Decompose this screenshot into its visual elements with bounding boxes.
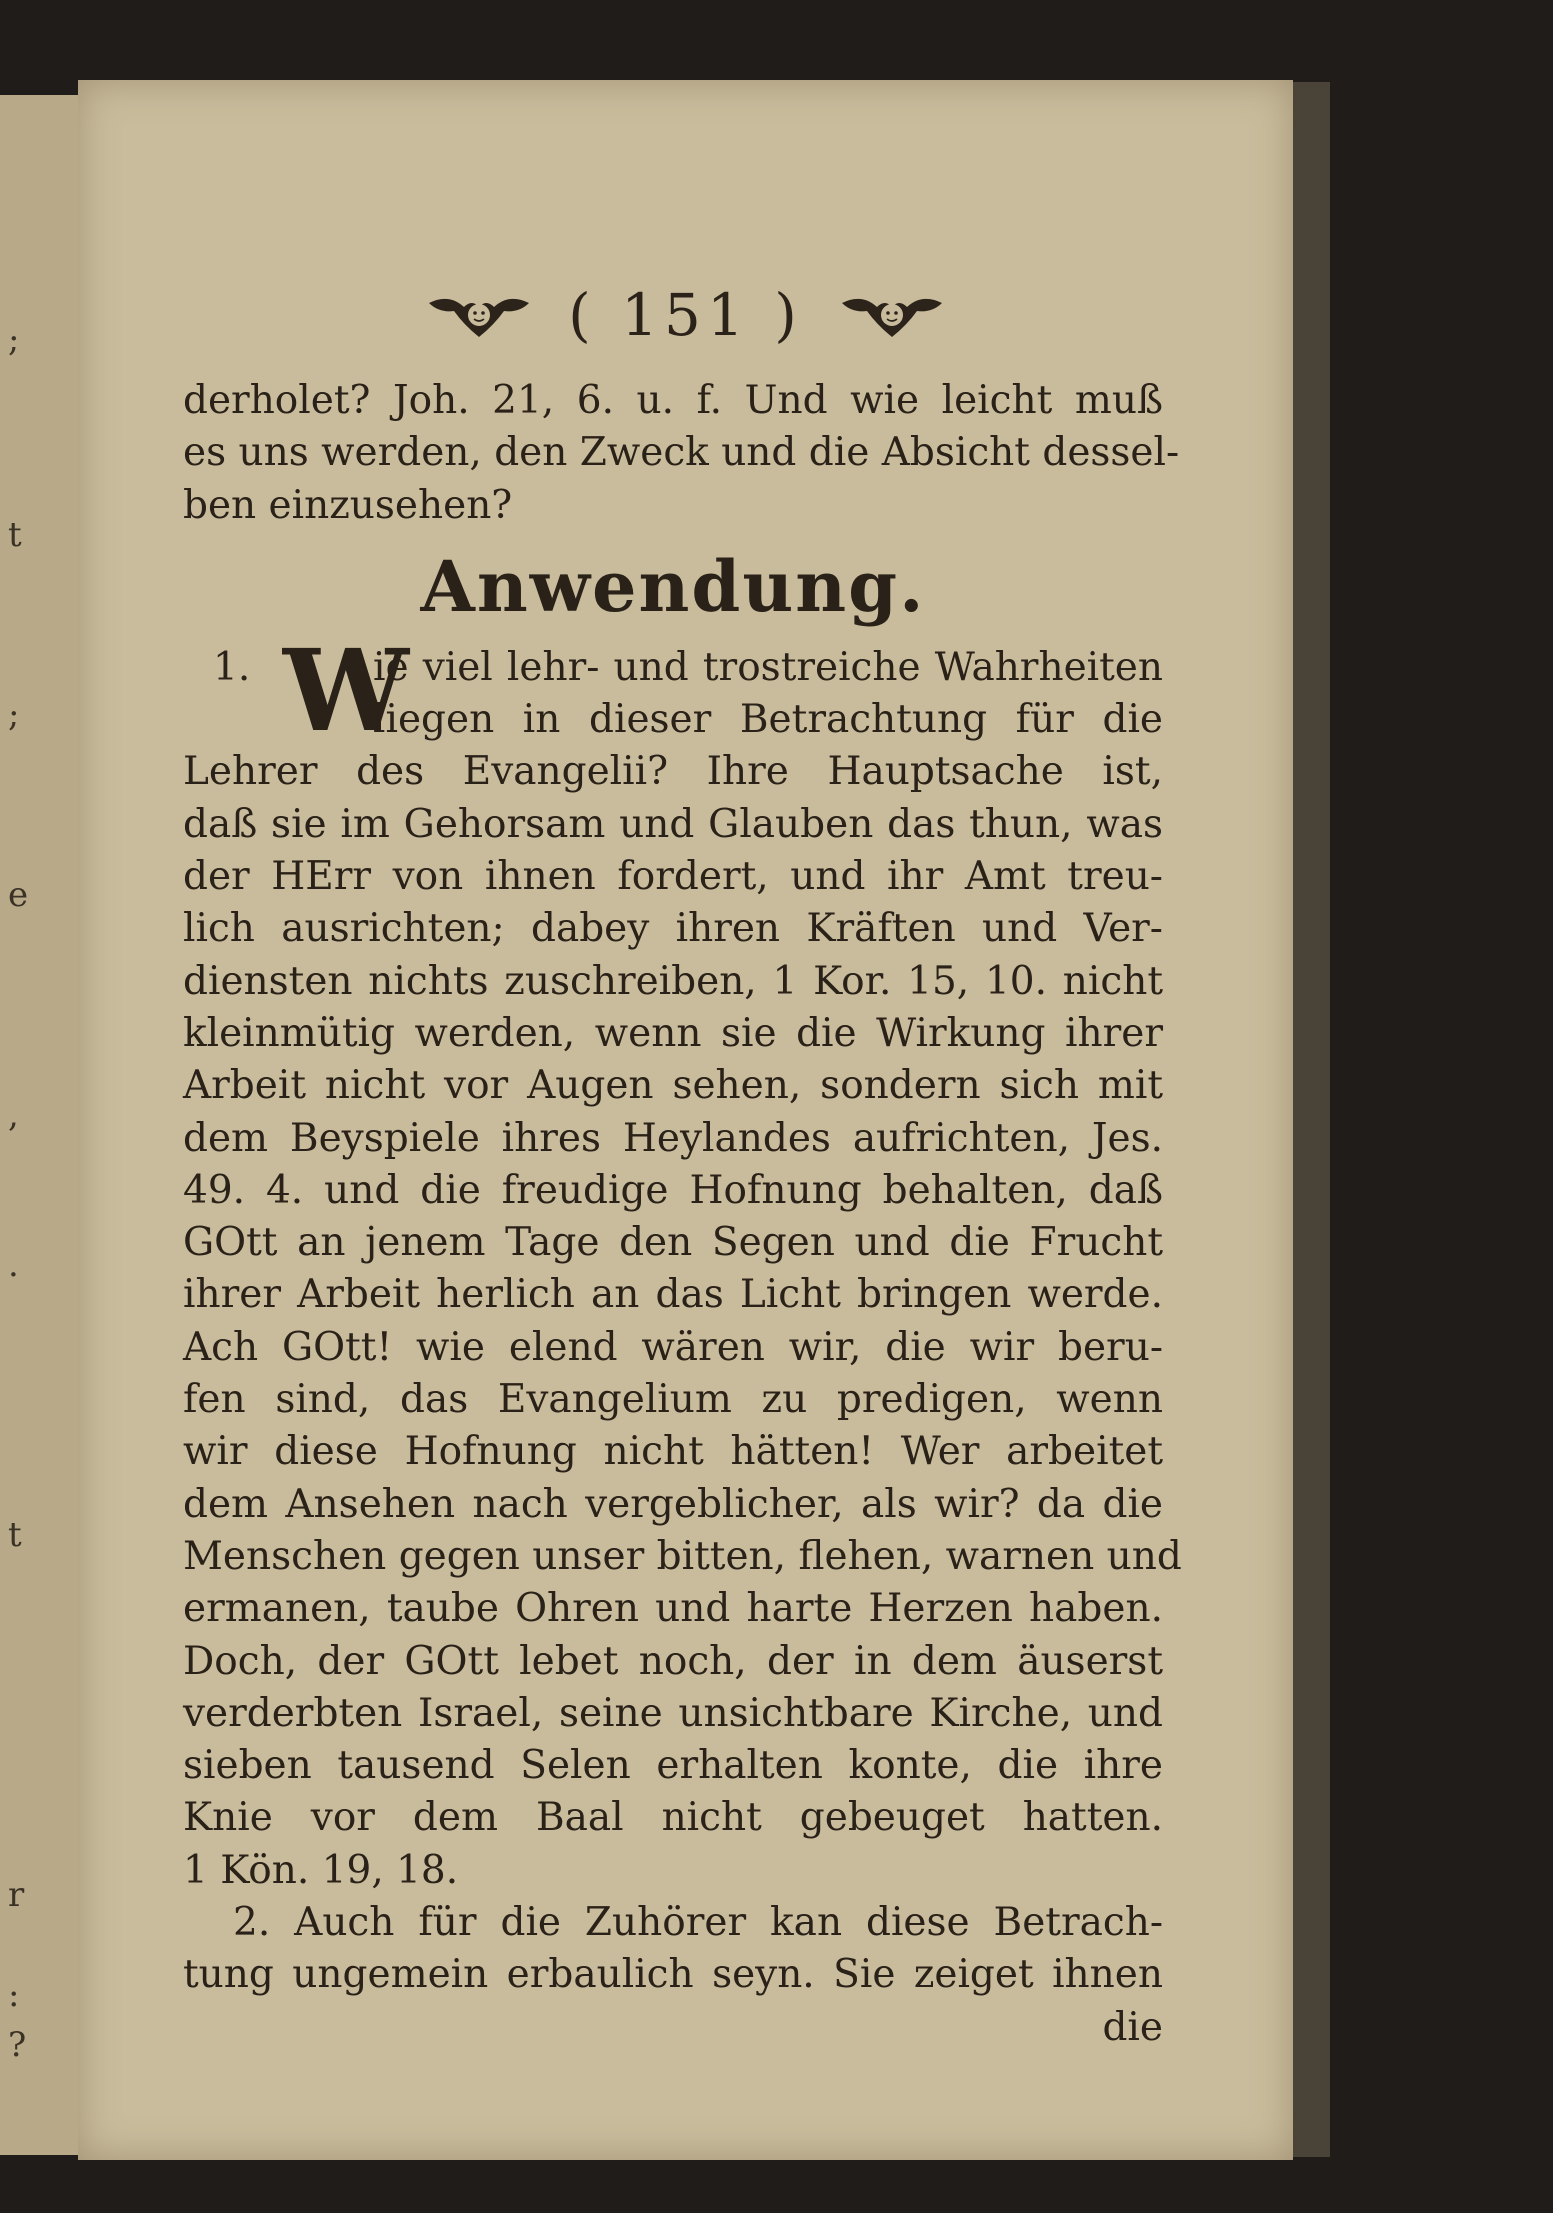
prev-page-glyph: t — [8, 515, 22, 555]
text-line: Lehrer des Evangelii? Ihre Hauptsache ist, — [183, 749, 1163, 795]
text-line: wir diese Hofnung nicht hätten! Wer arbeitet — [183, 1429, 1163, 1475]
text-line: sieben tausend Selen erhalten konte, die ihre — [183, 1743, 1163, 1789]
text-line: Ach GOtt! wie elend wären wir, die wir beru- — [183, 1324, 1163, 1370]
text-line: liegen in dieser Betrachtung für die — [373, 697, 1163, 743]
text-line: kleinmütig werden, wenn sie die Wirkung ihrer — [183, 1010, 1163, 1056]
text-line: 1 Kön. 19, 18. — [183, 1847, 459, 1893]
text-line: derholet? Joh. 21, 6. u. f. Und wie leicht muß — [183, 378, 1163, 423]
text-line: lich ausrichten; dabey ihren Kräften und Ver- — [183, 906, 1163, 952]
text-line: diensten nichts zuschreiben, 1 Kor. 15, 10. nicht — [183, 958, 1163, 1004]
prev-page-glyph: . — [8, 1245, 19, 1285]
text-line: verderbten Israel, seine unsichtbare Kirche, und — [183, 1690, 1163, 1736]
text-line: GOtt an jenem Tage den Segen und die Frucht — [183, 1220, 1163, 1266]
prev-page-glyph: e — [8, 875, 29, 915]
text-line: es uns werden, den Zweck und die Absicht dessel- — [183, 430, 1180, 476]
cherub-ornament-left-icon — [424, 285, 534, 345]
page-number: ( 151 ) — [568, 281, 803, 349]
prev-page-glyph: ; — [8, 320, 20, 360]
paragraph-2 — [183, 1897, 1163, 2054]
text-line: dem Beyspiele ihres Heylandes aufrichten, Jes. — [183, 1115, 1163, 1161]
prev-page-glyph: t — [8, 1515, 22, 1555]
book-page — [78, 80, 1293, 2160]
text-line: Menschen gegen unser bitten, flehen, warnen und — [183, 1533, 1182, 1579]
paragraph-number: 1. — [213, 644, 251, 690]
body-text — [183, 375, 1182, 2054]
text-line: der HErr von ihnen fordert, und ihr Amt treu- — [183, 854, 1163, 900]
prev-page-glyph: , — [8, 1095, 19, 1135]
prev-page-glyph: : — [8, 1975, 20, 2015]
drop-cap: W — [283, 625, 409, 757]
page-header — [78, 270, 1293, 360]
text-line: daß sie im Gehorsam und Glauben das thun, was — [183, 801, 1163, 847]
text-line: dem Ansehen nach vergeblicher, als wir? da die — [183, 1481, 1163, 1527]
paragraph-1 — [183, 625, 1182, 1897]
prev-page-glyph: ? — [8, 2025, 27, 2065]
previous-page-edge — [0, 95, 81, 2155]
text-line: ihrer Arbeit herlich an das Licht bringen werde. — [183, 1272, 1163, 1318]
text-line: ermanen, taube Ohren und harte Herzen haben. — [183, 1586, 1163, 1632]
text-line: fen sind, das Evangelium zu predigen, wenn — [183, 1377, 1163, 1423]
text-line: ben einzusehen? — [183, 482, 513, 528]
text-line: Arbeit nicht vor Augen sehen, sondern sich mit — [183, 1063, 1163, 1109]
catchword: die — [1102, 2004, 1163, 2050]
text-line: Knie vor dem Baal nicht gebeuget hatten. — [183, 1795, 1163, 1841]
prev-page-glyph: r — [8, 1875, 25, 1915]
text-line: 2. Auch für die Zuhörer kan diese Betrach- — [233, 1900, 1163, 1946]
text-line: ie viel lehr- und trostreiche Wahrheiten — [373, 644, 1163, 690]
section-title: Anwendung. — [420, 544, 926, 628]
cherub-ornament-right-icon — [837, 285, 947, 345]
text-line: tung ungemein erbaulich seyn. Sie zeiget ihnen — [183, 1952, 1163, 1998]
prev-page-glyph: ; — [8, 695, 20, 735]
text-line: Doch, der GOtt lebet noch, der in dem äuserst — [183, 1638, 1163, 1684]
text-line: 49. 4. und die freudige Hofnung behalten, daß — [183, 1167, 1163, 1213]
